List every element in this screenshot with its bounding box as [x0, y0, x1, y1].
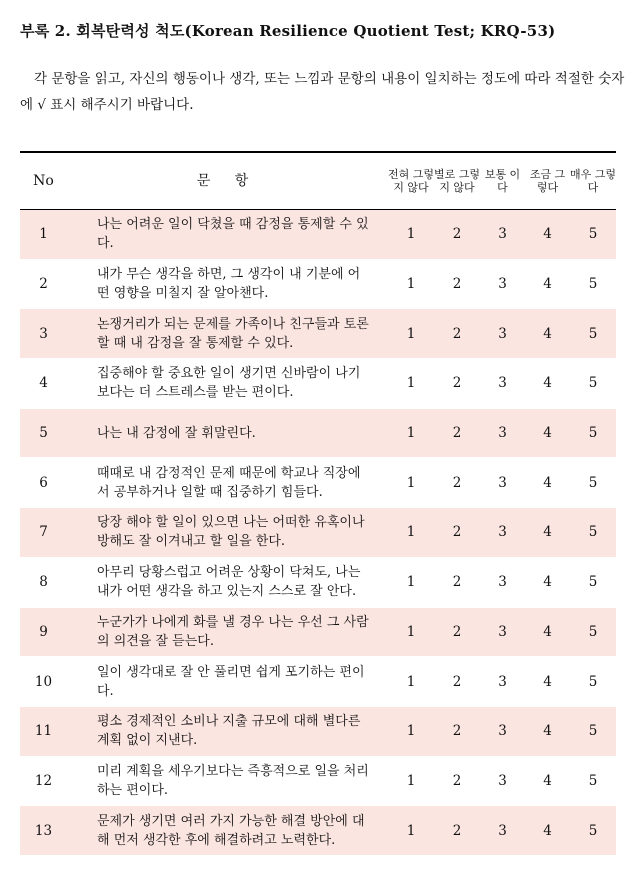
table-row — [20, 706, 616, 756]
scale-option-1[interactable]: 1 — [388, 359, 434, 409]
scale-option-2[interactable]: 2 — [434, 756, 480, 806]
header-scale-5: 매우 그렇다 — [570, 152, 616, 210]
instructions: 각 문항을 읽고, 자신의 행동이나 생각, 또는 느낌과 문항의 내용이 일치하는 정도에 따라 적절한 숫자에 √ 표시 해주시기 바랍니다. — [20, 71, 625, 113]
scale-option-2[interactable]: 2 — [434, 657, 480, 707]
scale-option-4[interactable]: 4 — [525, 706, 570, 756]
row-number: 1 — [20, 210, 67, 260]
scale-option-1[interactable]: 1 — [388, 309, 434, 359]
item-text: 일이 생각대로 잘 안 풀리면 쉽게 포기하는 편이다. — [67, 657, 388, 707]
row-number: 5 — [20, 408, 67, 458]
header-scale-4: 조금 그렇다 — [525, 152, 570, 210]
item-text: 집중해야 할 중요한 일이 생기면 신바람이 나기보다는 더 스트레스를 받는 편이다. — [67, 359, 388, 409]
scale-option-2[interactable]: 2 — [434, 706, 480, 756]
scale-option-2[interactable]: 2 — [434, 508, 480, 558]
scale-option-1[interactable]: 1 — [388, 408, 434, 458]
scale-option-4[interactable]: 4 — [525, 508, 570, 558]
scale-option-1[interactable]: 1 — [388, 657, 434, 707]
scale-option-4[interactable]: 4 — [525, 806, 570, 856]
table-row — [20, 657, 616, 707]
scale-option-4[interactable]: 4 — [525, 458, 570, 508]
scale-option-5[interactable]: 5 — [570, 359, 616, 409]
row-number: 4 — [20, 359, 67, 409]
scale-option-3[interactable]: 3 — [480, 806, 525, 856]
table-row — [20, 309, 616, 359]
scale-option-5[interactable]: 5 — [570, 259, 616, 309]
header-item: 문 항 — [67, 152, 388, 210]
scale-option-4[interactable]: 4 — [525, 657, 570, 707]
scale-option-1[interactable]: 1 — [388, 458, 434, 508]
scale-option-3[interactable]: 3 — [480, 458, 525, 508]
page-title: 부록 2. 회복탄력성 척도(Korean Resilience Quotient Test; KRQ-53) — [20, 22, 556, 40]
scale-option-2[interactable]: 2 — [434, 408, 480, 458]
item-text: 누군가가 나에게 화를 낼 경우 나는 우선 그 사람의 의견을 잘 듣는다. — [67, 607, 388, 657]
scale-option-4[interactable]: 4 — [525, 210, 570, 260]
row-number: 13 — [20, 806, 67, 856]
item-text: 당장 해야 할 일이 있으면 나는 어떠한 유혹이나 방해도 잘 이겨내고 할 일을 한다. — [67, 508, 388, 558]
table-row — [20, 557, 616, 607]
scale-option-1[interactable]: 1 — [388, 508, 434, 558]
header-scale-3: 보통 이다 — [480, 152, 525, 210]
scale-option-4[interactable]: 4 — [525, 607, 570, 657]
scale-option-5[interactable]: 5 — [570, 557, 616, 607]
scale-option-5[interactable]: 5 — [570, 706, 616, 756]
scale-option-4[interactable]: 4 — [525, 408, 570, 458]
scale-option-4[interactable]: 4 — [525, 557, 570, 607]
scale-option-3[interactable]: 3 — [480, 706, 525, 756]
scale-option-4[interactable]: 4 — [525, 309, 570, 359]
scale-option-1[interactable]: 1 — [388, 806, 434, 856]
scale-option-5[interactable]: 5 — [570, 657, 616, 707]
row-number: 8 — [20, 557, 67, 607]
resilience-scale-table — [20, 151, 616, 856]
table-row — [20, 408, 616, 458]
row-number: 7 — [20, 508, 67, 558]
scale-option-5[interactable]: 5 — [570, 309, 616, 359]
row-number: 12 — [20, 756, 67, 806]
header-scale-1: 전혀 그렇지 않다 — [388, 152, 434, 210]
scale-option-1[interactable]: 1 — [388, 259, 434, 309]
table-header-row — [20, 152, 616, 210]
scale-option-3[interactable]: 3 — [480, 309, 525, 359]
item-text: 문제가 생기면 여러 가지 가능한 해결 방안에 대해 먼저 생각한 후에 해결하려고 노력한다. — [67, 806, 388, 856]
table-body — [20, 210, 616, 856]
row-number: 6 — [20, 458, 67, 508]
scale-option-2[interactable]: 2 — [434, 607, 480, 657]
scale-option-1[interactable]: 1 — [388, 706, 434, 756]
scale-option-4[interactable]: 4 — [525, 359, 570, 409]
scale-option-5[interactable]: 5 — [570, 408, 616, 458]
scale-option-5[interactable]: 5 — [570, 210, 616, 260]
scale-option-2[interactable]: 2 — [434, 557, 480, 607]
scale-option-3[interactable]: 3 — [480, 607, 525, 657]
row-number: 9 — [20, 607, 67, 657]
scale-option-4[interactable]: 4 — [525, 259, 570, 309]
table-row — [20, 806, 616, 856]
scale-option-3[interactable]: 3 — [480, 359, 525, 409]
table-row — [20, 259, 616, 309]
scale-option-2[interactable]: 2 — [434, 309, 480, 359]
row-number: 2 — [20, 259, 67, 309]
item-text: 아무리 당황스럽고 어려운 상황이 닥쳐도, 나는 내가 어떤 생각을 하고 있는지 스스로 잘 안다. — [67, 557, 388, 607]
table-row — [20, 756, 616, 806]
scale-option-5[interactable]: 5 — [570, 458, 616, 508]
scale-option-3[interactable]: 3 — [480, 657, 525, 707]
scale-option-3[interactable]: 3 — [480, 508, 525, 558]
table-row — [20, 359, 616, 409]
item-text: 때때로 내 감정적인 문제 때문에 학교나 직장에서 공부하거나 일할 때 집중하기 힘들다. — [67, 458, 388, 508]
scale-option-3[interactable]: 3 — [480, 408, 525, 458]
table-row — [20, 508, 616, 558]
scale-option-5[interactable]: 5 — [570, 756, 616, 806]
scale-option-2[interactable]: 2 — [434, 806, 480, 856]
item-text: 나는 내 감정에 잘 휘말린다. — [67, 408, 388, 458]
scale-option-1[interactable]: 1 — [388, 557, 434, 607]
scale-option-3[interactable]: 3 — [480, 259, 525, 309]
scale-option-3[interactable]: 3 — [480, 210, 525, 260]
item-text: 미리 계획을 세우기보다는 즉흥적으로 일을 처리하는 편이다. — [67, 756, 388, 806]
item-text: 나는 어려운 일이 닥쳤을 때 감정을 통제할 수 있다. — [67, 210, 388, 260]
scale-option-3[interactable]: 3 — [480, 557, 525, 607]
scale-option-2[interactable]: 2 — [434, 458, 480, 508]
scale-option-5[interactable]: 5 — [570, 508, 616, 558]
scale-option-1[interactable]: 1 — [388, 210, 434, 260]
table-row — [20, 458, 616, 508]
scale-option-3[interactable]: 3 — [480, 756, 525, 806]
scale-option-1[interactable]: 1 — [388, 756, 434, 806]
header-scale-2: 별로 그렇지 않다 — [434, 152, 480, 210]
scale-option-5[interactable]: 5 — [570, 607, 616, 657]
header-no: No — [20, 152, 67, 210]
scale-option-2[interactable]: 2 — [434, 210, 480, 260]
scale-option-4[interactable]: 4 — [525, 756, 570, 806]
item-text: 평소 경제적인 소비나 지출 규모에 대해 별다른 계획 없이 지낸다. — [67, 706, 388, 756]
row-number: 3 — [20, 309, 67, 359]
row-number: 10 — [20, 657, 67, 707]
table-row — [20, 607, 616, 657]
table-row — [20, 210, 616, 260]
row-number: 11 — [20, 706, 67, 756]
item-text: 논쟁거리가 되는 문제를 가족이나 친구들과 토론할 때 내 감정을 잘 통제할 수 있다. — [67, 309, 388, 359]
scale-option-5[interactable]: 5 — [570, 806, 616, 856]
scale-option-2[interactable]: 2 — [434, 259, 480, 309]
scale-option-1[interactable]: 1 — [388, 607, 434, 657]
item-text: 내가 무슨 생각을 하면, 그 생각이 내 기분에 어떤 영향을 미칠지 잘 알아챈다. — [67, 259, 388, 309]
scale-option-2[interactable]: 2 — [434, 359, 480, 409]
